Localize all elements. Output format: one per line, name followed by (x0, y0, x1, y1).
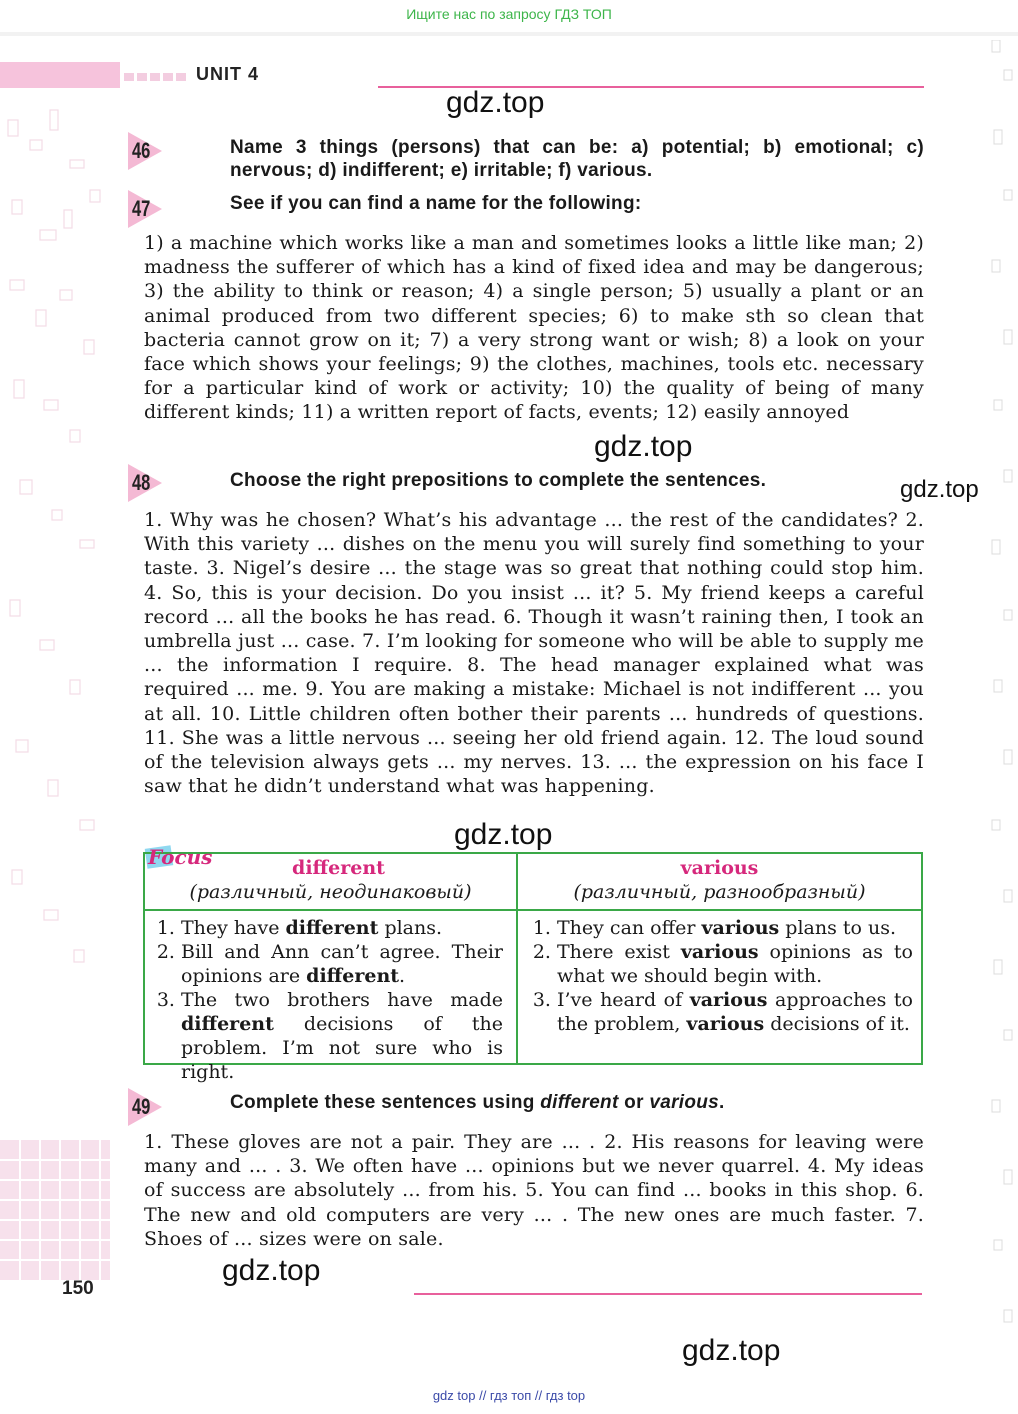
unit-color-bar (0, 62, 120, 88)
right-margin-decoration (988, 40, 1018, 1380)
list-item: 1. They have different plans. (181, 916, 503, 940)
exercise-number-48: 48 (128, 464, 162, 502)
focus-right-header (518, 856, 921, 904)
unit-dots (124, 66, 189, 85)
focus-right-word: various (680, 857, 759, 879)
exercise-number-46: 46 (128, 132, 162, 170)
list-item: 2. There exist various opinions as to what we should begin with. (557, 940, 913, 988)
watermark: gdz.top (446, 86, 545, 119)
left-margin-decoration (0, 40, 120, 1280)
watermark: gdz.top (594, 430, 693, 463)
focus-table (143, 852, 923, 1083)
focus-right-translation: (различный, разнообразный) (573, 881, 866, 903)
footer-rule (414, 1293, 922, 1295)
list-item: 3. I’ve heard of various approaches to the problem, various decisions of it. (557, 988, 913, 1036)
page-number: 150 (62, 1278, 94, 1299)
top-divider (0, 32, 1018, 36)
exercise-48-instruction: Choose the right prepositions to complete the sentences. (230, 470, 767, 491)
unit-label: UNIT 4 (196, 64, 260, 84)
list-item: 1. They can offer various plans to us. (557, 916, 913, 940)
exercise-49-instruction: Complete these sentences using different or various. (230, 1092, 725, 1113)
exercise-47-instruction: See if you can find a name for the following: (230, 193, 642, 214)
list-item: 3. The two brothers have made different decisions of the problem. I’m not sure who is right. (181, 988, 503, 1084)
watermark: gdz.top (682, 1334, 781, 1367)
exercise-49-text: 1. These gloves are not a pair. They are ... . 2. His reasons for leaving were many and ... . 3. We often have ... opinions but we never quarrel. 4. My ideas of success are absolutely ... from his. 5. You can find ... books in this shop. 6. The new and old computers are very ... . The new ones are much faster. 7. Shoes of ... sizes were on sale. (144, 1131, 924, 1250)
exercise-46-instruction: Name 3 things (persons) that can be: a) potential; b) emotional; c) nervous; d) indifferent; e) irritable; f) various. (230, 137, 924, 181)
exercise-47-text: 1) a machine which works like a man and sometimes looks a little like man; 2) madness the sufferer of which has a kind of fixed idea and may be dangerous; 3) the ability to think or reason; 4) a single person; 5) usually a plant or an animal produced from two different species; 6) to make sth so clean that bacteria cannot grow on it; 7) a very strong want or wish; 8) a look on your face which shows your feelings; 9) the clothes, machines, tools etc. necessary for a particular kind of work or activity; 10) the quality of being of many different kinds; 11) a written report of facts, events; 12) easily annoyed (144, 232, 924, 424)
focus-left-word: different (292, 857, 385, 879)
exercise-number-47: 47 (128, 190, 162, 228)
search-hint: Ищите нас по запросу ГДЗ ТОП (406, 6, 612, 22)
watermark: gdz.top (454, 818, 553, 851)
watermark: gdz.top (222, 1254, 321, 1287)
watermark: gdz.top (900, 476, 979, 503)
focus-logo: Focus (148, 845, 213, 869)
list-item: 2. Bill and Ann can’t agree. Their opinions are different. (181, 940, 503, 988)
focus-left-translation: (различный, неодинаковый) (189, 881, 472, 903)
footer-links[interactable]: gdz top // гдз топ // гдз top (432, 1388, 586, 1403)
focus-left-examples (151, 916, 503, 1084)
focus-right-examples (527, 916, 913, 1036)
exercise-number-49: 49 (128, 1088, 162, 1126)
exercise-48-text: 1. Why was he chosen? What’s his advantage ... the rest of the candidates? 2. With this variety ... dishes on the menu you will surely find something to your taste. 3. Nigel’s desire ... the stage was so great that nothing could stop him. 4. So, this is your decision. Do you insist ... it? 5. My friend keeps a careful record ... all the books he has read. 6. Though it wasn’t raining then, I took an umbrella just ... case. 7. I’m looking for someone who will be able to supply me ... the information I require. 8. The head manager explained what was required ... me. 9. You are making a mistake: Michael is not indifferent ... you at all. 10. Little children often bother their parents ... hundreds of questions. 11. She was a little nervous ... seeing her old friend again. 12. The loud sound of the television always gets ... my nerves. 13. ... the expression on his face I saw that he didn’t understand what was happening. (144, 509, 924, 798)
